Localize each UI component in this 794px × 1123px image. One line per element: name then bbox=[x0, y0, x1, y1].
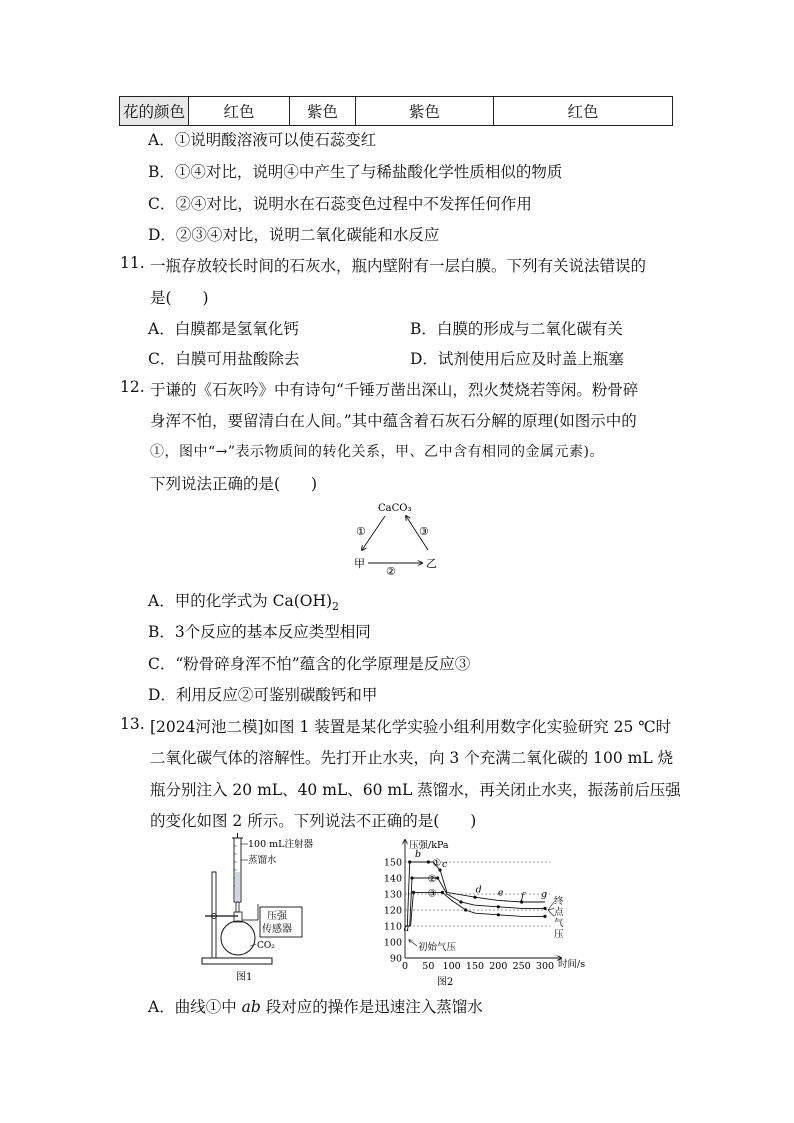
q11-option-b: B．白膜的形成与二氧化碳有关 bbox=[410, 320, 623, 338]
initial-pressure-label: 初始气压 bbox=[418, 942, 457, 953]
diagram-yi: 乙 bbox=[426, 557, 437, 570]
q12-option-b: B．3个反应的基本反应类型相同 bbox=[148, 623, 371, 641]
y-tick-label: 120 bbox=[383, 905, 402, 917]
curve-point bbox=[497, 905, 500, 908]
q13-stem-line: 二氧化碳气体的溶解性。先打开止水夹，向 3 个充满二氧化碳的 100 mL 烧 bbox=[150, 749, 674, 767]
curve-point bbox=[441, 891, 444, 894]
sensor-label-2: 传感器 bbox=[262, 924, 292, 935]
q13-stem-line: 瓶分别注入 20 mL、40 mL、60 mL 蒸馏水，再关闭止水夹，振荡前后压强 bbox=[150, 781, 681, 799]
point-label: d bbox=[475, 884, 482, 896]
y-tick-label: 130 bbox=[383, 889, 402, 901]
q11-option-a: A．白膜都是氢氧化钙 bbox=[148, 320, 299, 338]
q12-stem-line: ①，图中“→”表示物质间的转化关系，甲、乙中含有相同的金属元素)。 bbox=[150, 444, 605, 460]
table-row bbox=[120, 97, 673, 126]
x-tick-label: 50 bbox=[422, 961, 435, 972]
curve-point bbox=[412, 891, 415, 894]
curve-point bbox=[497, 913, 500, 916]
x-tick-label: 100 bbox=[442, 961, 461, 972]
figure2-pressure-graph bbox=[365, 838, 595, 988]
diagram-jia: 甲 bbox=[354, 557, 365, 570]
y-tick-label: 100 bbox=[383, 937, 402, 949]
point-label: a bbox=[403, 922, 410, 934]
diagram-label-2: ② bbox=[386, 565, 396, 575]
q10-option-c: C．②④对比，说明水在石蕊变色过程中不发挥任何作用 bbox=[148, 195, 532, 213]
curve-point bbox=[408, 860, 411, 863]
curve-label: ② bbox=[427, 874, 437, 885]
q12-stem-line: 身浑不怕，要留清白在人间。”其中蕴含着石灰石分解的原理(如图示中的 bbox=[150, 412, 637, 430]
curve-point bbox=[427, 860, 430, 863]
curve-point bbox=[459, 900, 462, 903]
q12-stem-line: 于谦的《石灰吟》中有诗句“千锤万凿出深山，烈火焚烧若等闲。粉骨碎 bbox=[150, 381, 639, 399]
point-label: c bbox=[442, 858, 448, 870]
curve-point bbox=[464, 908, 467, 911]
q10-option-b: B．①④对比，说明④中产生了与稀盐酸化学性质相似的物质 bbox=[148, 163, 563, 181]
diagram-label-3: ③ bbox=[419, 525, 429, 538]
figure1-caption: 图1 bbox=[236, 972, 253, 983]
x-axis-title: 时间/s bbox=[558, 959, 586, 970]
q11-number: 11. bbox=[120, 254, 145, 272]
table-cell: 紫色 bbox=[290, 97, 356, 126]
q13-option-a bbox=[148, 995, 483, 1017]
final-pressure-char: 点 bbox=[554, 907, 564, 918]
x-tick-label: 0 bbox=[401, 961, 409, 972]
q12-option-c: C．“粉骨碎身浑不怕”蕴含的化学原理是反应③ bbox=[148, 655, 471, 673]
diagram-caco3: CaCO₃ bbox=[378, 503, 412, 514]
flower-color-table bbox=[119, 96, 673, 126]
final-pressure-char: 气 bbox=[554, 918, 564, 929]
x-tick-label: 300 bbox=[535, 961, 555, 972]
figure2-caption: 图2 bbox=[437, 977, 454, 988]
y-tick-label: 150 bbox=[383, 857, 402, 869]
point-label: e bbox=[497, 887, 504, 899]
point-label: g bbox=[541, 889, 548, 901]
sensor-label-1: 压强 bbox=[267, 911, 287, 922]
q11-option-c: C．白膜可用盐酸除去 bbox=[148, 350, 300, 368]
q11-option-d: D．试剂使用后应及时盖上瓶塞 bbox=[410, 350, 624, 368]
point-label: f bbox=[520, 890, 525, 902]
figure1-apparatus bbox=[200, 832, 320, 984]
curve-label: ③ bbox=[427, 888, 437, 900]
curve-point bbox=[473, 896, 476, 899]
curve-point bbox=[543, 915, 546, 918]
q13-stem-line: 的变化如图 2 所示。下列说法不正确的是( ) bbox=[150, 812, 477, 830]
subscript: 2 bbox=[332, 600, 340, 614]
option-a-text: A．甲的化学式为 Ca(OH) bbox=[148, 592, 333, 610]
y-axis-title: 压强/kPa bbox=[409, 840, 449, 851]
syringe-label: 100 mL注射器 bbox=[248, 839, 313, 850]
q12-stem-line: 下列说法正确的是( ) bbox=[150, 475, 318, 493]
option-a-prefix: A．曲线①中 bbox=[148, 998, 242, 1016]
q11-stem-line: 一瓶存放较长时间的石灰水，瓶内壁附有一层白膜。下列有关说法错误的 bbox=[150, 257, 647, 275]
x-tick-label: 150 bbox=[465, 961, 485, 972]
q13-number: 13. bbox=[120, 715, 145, 733]
table-cell: 紫色 bbox=[356, 97, 494, 126]
caco3-conversion-diagram bbox=[340, 495, 450, 575]
point-label: b bbox=[415, 849, 422, 861]
curve-label: ① bbox=[432, 858, 442, 869]
co2-label: CO₂ bbox=[257, 941, 275, 951]
table-cell: 红色 bbox=[494, 97, 673, 126]
q10-option-a: A．①说明酸溶液可以使石蕊变红 bbox=[148, 131, 377, 149]
table-header-cell: 花的颜色 bbox=[120, 97, 189, 126]
diagram-label-1: ① bbox=[356, 525, 366, 538]
x-tick-label: 250 bbox=[512, 961, 531, 972]
y-tick-label: 110 bbox=[383, 921, 402, 933]
table-cell: 红色 bbox=[189, 97, 290, 126]
curve-point bbox=[543, 907, 546, 910]
curve-point bbox=[410, 876, 413, 879]
y-tick-label: 140 bbox=[383, 873, 402, 885]
q10-option-d: D．②③④对比，说明二氧化碳能和水反应 bbox=[148, 226, 440, 244]
x-tick-label: 200 bbox=[489, 961, 508, 972]
final-pressure-char: 压 bbox=[554, 929, 564, 940]
y-tick-label: 90 bbox=[389, 953, 402, 965]
segment-ab: ab bbox=[241, 998, 261, 1016]
option-a-suffix: 段对应的操作是迅速注入蒸馏水 bbox=[260, 998, 483, 1016]
q13-stem-line: [2024河池二模]如图 1 装置是某化学实验小组利用数字化实验研究 25 ℃时 bbox=[150, 718, 672, 736]
q12-option-d: D．利用反应②可鉴别碳酸钙和甲 bbox=[148, 686, 378, 704]
final-pressure-char: 终 bbox=[554, 896, 564, 907]
q11-stem-line: 是( ) bbox=[150, 289, 209, 307]
q12-option-a bbox=[148, 589, 339, 613]
water-label: 蒸馏水 bbox=[248, 855, 277, 866]
q12-number: 12. bbox=[120, 378, 145, 396]
